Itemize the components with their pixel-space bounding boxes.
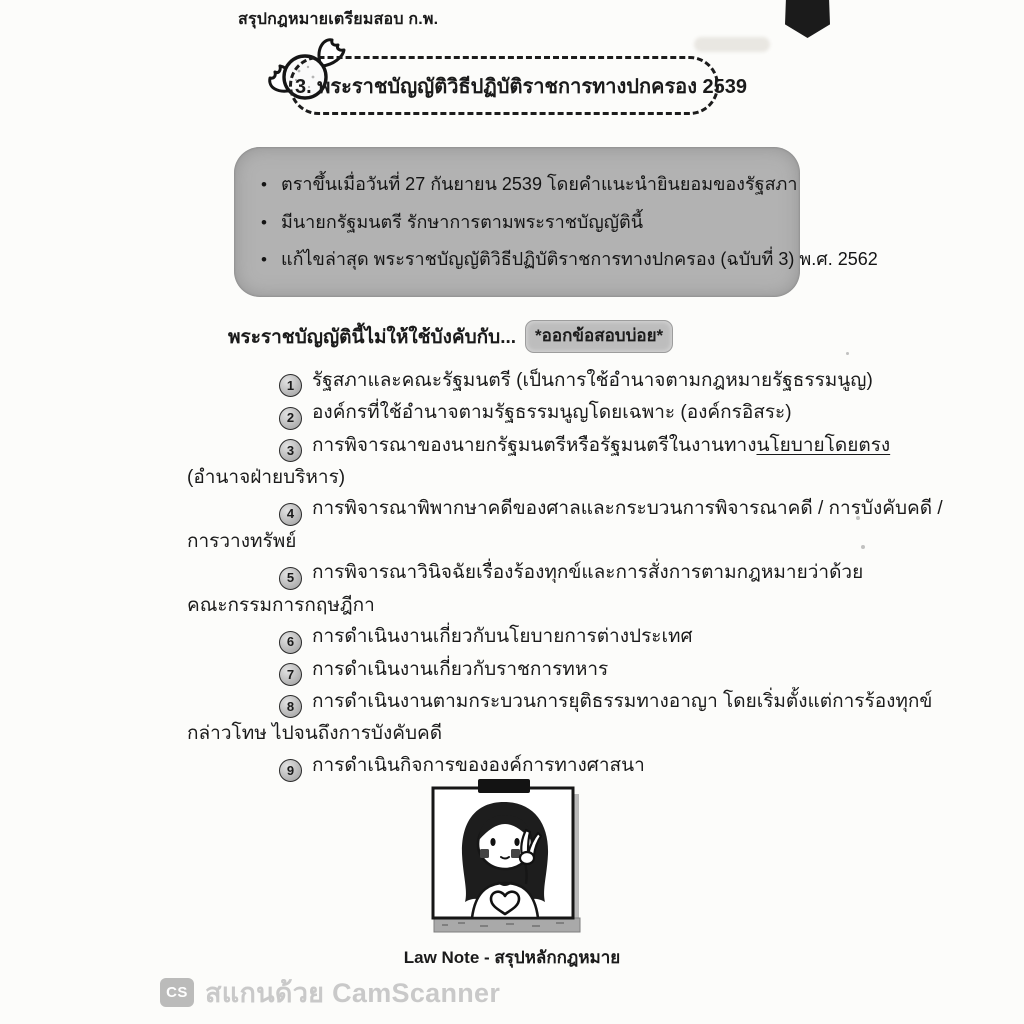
exclusions-section bbox=[187, 320, 943, 782]
exclusion-item bbox=[187, 493, 943, 557]
item-text-continuation: กล่าวโทษ ไปจนถึงการบังคับคดี bbox=[187, 723, 443, 745]
exclusion-item bbox=[187, 621, 877, 653]
item-number-badge: 9 bbox=[279, 759, 302, 782]
item-number-badge: 7 bbox=[279, 663, 302, 686]
exclusion-item bbox=[187, 430, 891, 494]
watermark-text: สแกนด้วย CamScanner bbox=[205, 978, 501, 1008]
info-bullet-text: ตราขึ้นเมื่อวันที่ 27 กันยายน 2539 โดยคำแนะนำยินยอมของรัฐสภา bbox=[281, 174, 798, 194]
info-bullet-row bbox=[261, 166, 798, 204]
item-text: การพิจารณาพิพากษาคดีของศาลและกระบวนการพิจารณาคดี / การบังคับคดี / bbox=[312, 498, 943, 520]
item-text-continuation: การวางทรัพย์ bbox=[187, 530, 297, 552]
item-number-badge: 2 bbox=[279, 407, 302, 430]
camscanner-watermark bbox=[160, 971, 500, 1014]
info-bullet-row bbox=[261, 241, 878, 279]
info-bullet-text: มีนายกรัฐมนตรี รักษาการตามพระราชบัญญัตินี้ bbox=[281, 211, 644, 232]
item-number-badge: 4 bbox=[279, 503, 302, 526]
item-text: การดำเนินกิจการขององค์การทางศาสนา bbox=[312, 754, 645, 776]
item-text-underlined: นโยบายโดยตรง bbox=[756, 434, 891, 456]
document-header: สรุปกฎหมายเตรียมสอบ ก.พ. bbox=[238, 11, 439, 28]
item-text: การดำเนินงานเกี่ยวกับราชการทหาร bbox=[312, 658, 609, 680]
bookmark-ribbon-icon bbox=[785, 0, 830, 38]
exclusion-item bbox=[187, 654, 877, 686]
item-text-continuation: (อำนาจฝ่ายบริหาร) bbox=[187, 466, 346, 488]
bullet-icon: • bbox=[261, 212, 267, 232]
item-text: องค์กรที่ใช้อำนาจตามรัฐธรรมนูญโดยเฉพาะ (องค์กรอิสระ) bbox=[312, 402, 792, 424]
bullet-icon: • bbox=[261, 250, 267, 269]
item-number-badge: 5 bbox=[279, 567, 302, 590]
cs-logo: CS bbox=[160, 978, 194, 1007]
item-text: การดำเนินงานเกี่ยวกับนโยบายการต่างประเทศ bbox=[312, 626, 693, 648]
item-text: การดำเนินงานตามกระบวนการยุติธรรมทางอาญา โดยเริ่มตั้งแต่การร้องทุกข์ bbox=[312, 690, 933, 712]
exclusion-item bbox=[187, 686, 933, 750]
item-number-badge: 1 bbox=[279, 374, 302, 397]
exclusion-item bbox=[187, 397, 877, 429]
item-text: รัฐสภาและคณะรัฐมนตรี (เป็นการใช้อำนาจตามกฎหมายรัฐธรรมนูญ) bbox=[312, 370, 873, 391]
chapter-title: 3. พระราชบัญญัติวิธีปฏิบัติราชการทางปกครอง 2539 bbox=[294, 75, 748, 98]
exclusion-item bbox=[187, 365, 877, 397]
chapter-title-bubble bbox=[289, 56, 748, 115]
item-number-badge: 3 bbox=[279, 439, 302, 462]
frequent-exam-badge: *ออกข้อสอบบ่อย* bbox=[525, 320, 673, 353]
item-number-badge: 6 bbox=[279, 631, 302, 654]
item-text-continuation: คณะกรรมการกฤษฎีกา bbox=[187, 594, 375, 616]
bullet-icon: • bbox=[261, 175, 267, 194]
exclusion-item bbox=[187, 557, 877, 621]
section-heading: พระราชบัญญัตินี้ไม่ให้ใช้บังคับกับ... bbox=[228, 326, 517, 348]
item-text: การพิจารณาวินิจฉัยเรื่องร้องทุกข์และการสั่งการตามกฎหมายว่าด้วย bbox=[312, 562, 864, 584]
exclusions-list bbox=[187, 365, 943, 782]
item-text: การพิจารณาของนายกรัฐมนตรีหรือรัฐมนตรีในงานทาง bbox=[312, 434, 757, 456]
info-bullet-text: แก้ไขล่าสุด พระราชบัญญัติวิธีปฏิบัติราชการทางปกครอง (ฉบับที่ 3) พ.ศ. 2562 bbox=[281, 249, 878, 269]
summary-info-box bbox=[234, 147, 878, 297]
illustration-caption: Law Note - สรุปหลักกฎหมาย bbox=[403, 948, 621, 967]
item-number-badge: 8 bbox=[279, 695, 302, 718]
girl-peace-sign-illustration bbox=[428, 778, 582, 940]
scan-smudge bbox=[694, 37, 770, 52]
info-bullet-row bbox=[261, 204, 784, 242]
